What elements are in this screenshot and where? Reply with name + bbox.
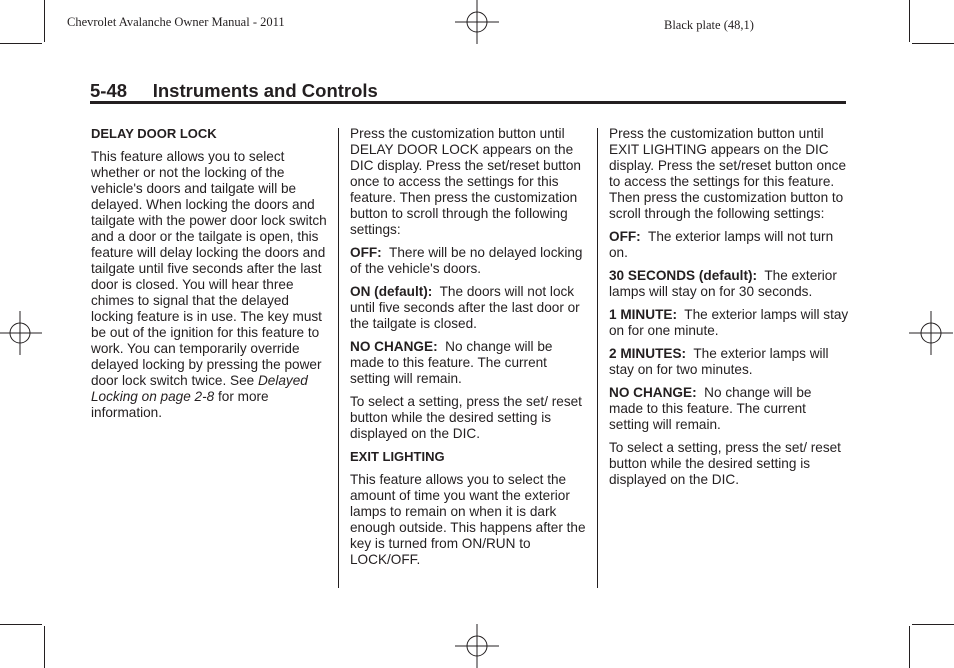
crop-mark [909,626,910,668]
section-heading: EXIT LIGHTING [350,449,445,464]
registration-mark-icon [455,624,499,668]
cross-reference-link[interactable]: Delayed Locking on page 2-8 [91,373,308,404]
setting-option: NO CHANGE: No change will be made to this feature. The current setting will remain. [350,339,553,386]
registration-mark-icon [0,311,42,355]
crop-mark [44,0,45,42]
column-divider [597,128,598,588]
column-1 [91,126,331,428]
title-rule [90,101,846,104]
column-2 [350,126,588,575]
column-3 [609,126,849,495]
header-plate: Black plate (48,1) [664,18,754,32]
crop-mark [909,0,910,42]
paragraph: To select a setting, press the set/ reset button while the desired setting is displayed on the DIC. [609,440,841,487]
paragraph: This feature allows you to select the amount of time you want the exterior lamps to remain on when it is dark enough outside. This happens after the key is turned from ON/RUN to LOCK/OFF. [350,472,586,567]
crop-mark [912,43,954,44]
paragraph: This feature allows you to select whether or not the locking of the vehicle's doors and tailgate will be delayed. When locking the doors and tailgate with the power door lock switch and a door or the tailgate is open, this feature will delay locking the doors and tailgate until five seconds after the last door is closed. You will hear three chimes to signal that the delayed locking feature is in use. The key must be out of the ignition for this feature to work. You can temporarily override delayed locking by pressing the power door lock switch twice. See Delayed Locking on page 2-8 for more information. [91,149,327,420]
header-manual-title: Chevrolet Avalanche Owner Manual - 2011 [67,15,285,29]
setting-option: ON (default): The doors will not lock until five seconds after the last door or the tailgate is closed. [350,284,580,331]
paragraph: Press the customization button until EXIT LIGHTING appears on the DIC display. Press the set/reset button once to access the settings for this feature. Then press the customization button to scroll through the following settings: [609,126,847,221]
setting-option: OFF: There will be no delayed locking of the vehicle's doors. [350,245,583,276]
section-heading: DELAY DOOR LOCK [91,126,217,141]
page-title [90,80,378,102]
paragraph: Press the customization button until DELAY DOOR LOCK appears on the DIC display. Press the set/reset button once to access the settings for this feature. Then press the customization button to scroll through the following settings: [350,126,581,237]
registration-mark-icon [455,0,499,44]
setting-option: NO CHANGE: No change will be made to this feature. The current setting will remain. [609,385,812,432]
setting-option: 1 MINUTE: The exterior lamps will stay on for one minute. [609,307,849,338]
setting-option: 30 SECONDS (default): The exterior lamps will stay on for 30 seconds. [609,268,837,299]
crop-mark [0,624,42,625]
crop-mark [44,626,45,668]
registration-mark-icon [909,311,953,355]
crop-mark [912,624,954,625]
page-number: 5-48 [90,80,128,101]
setting-option: OFF: The exterior lamps will not turn on. [609,229,834,260]
column-divider [338,128,339,588]
setting-option: 2 MINUTES: The exterior lamps will stay on for two minutes. [609,346,829,377]
paragraph: To select a setting, press the set/ reset button while the desired setting is displayed on the DIC. [350,394,582,441]
section-title: Instruments and Controls [152,80,378,101]
crop-mark [0,43,42,44]
